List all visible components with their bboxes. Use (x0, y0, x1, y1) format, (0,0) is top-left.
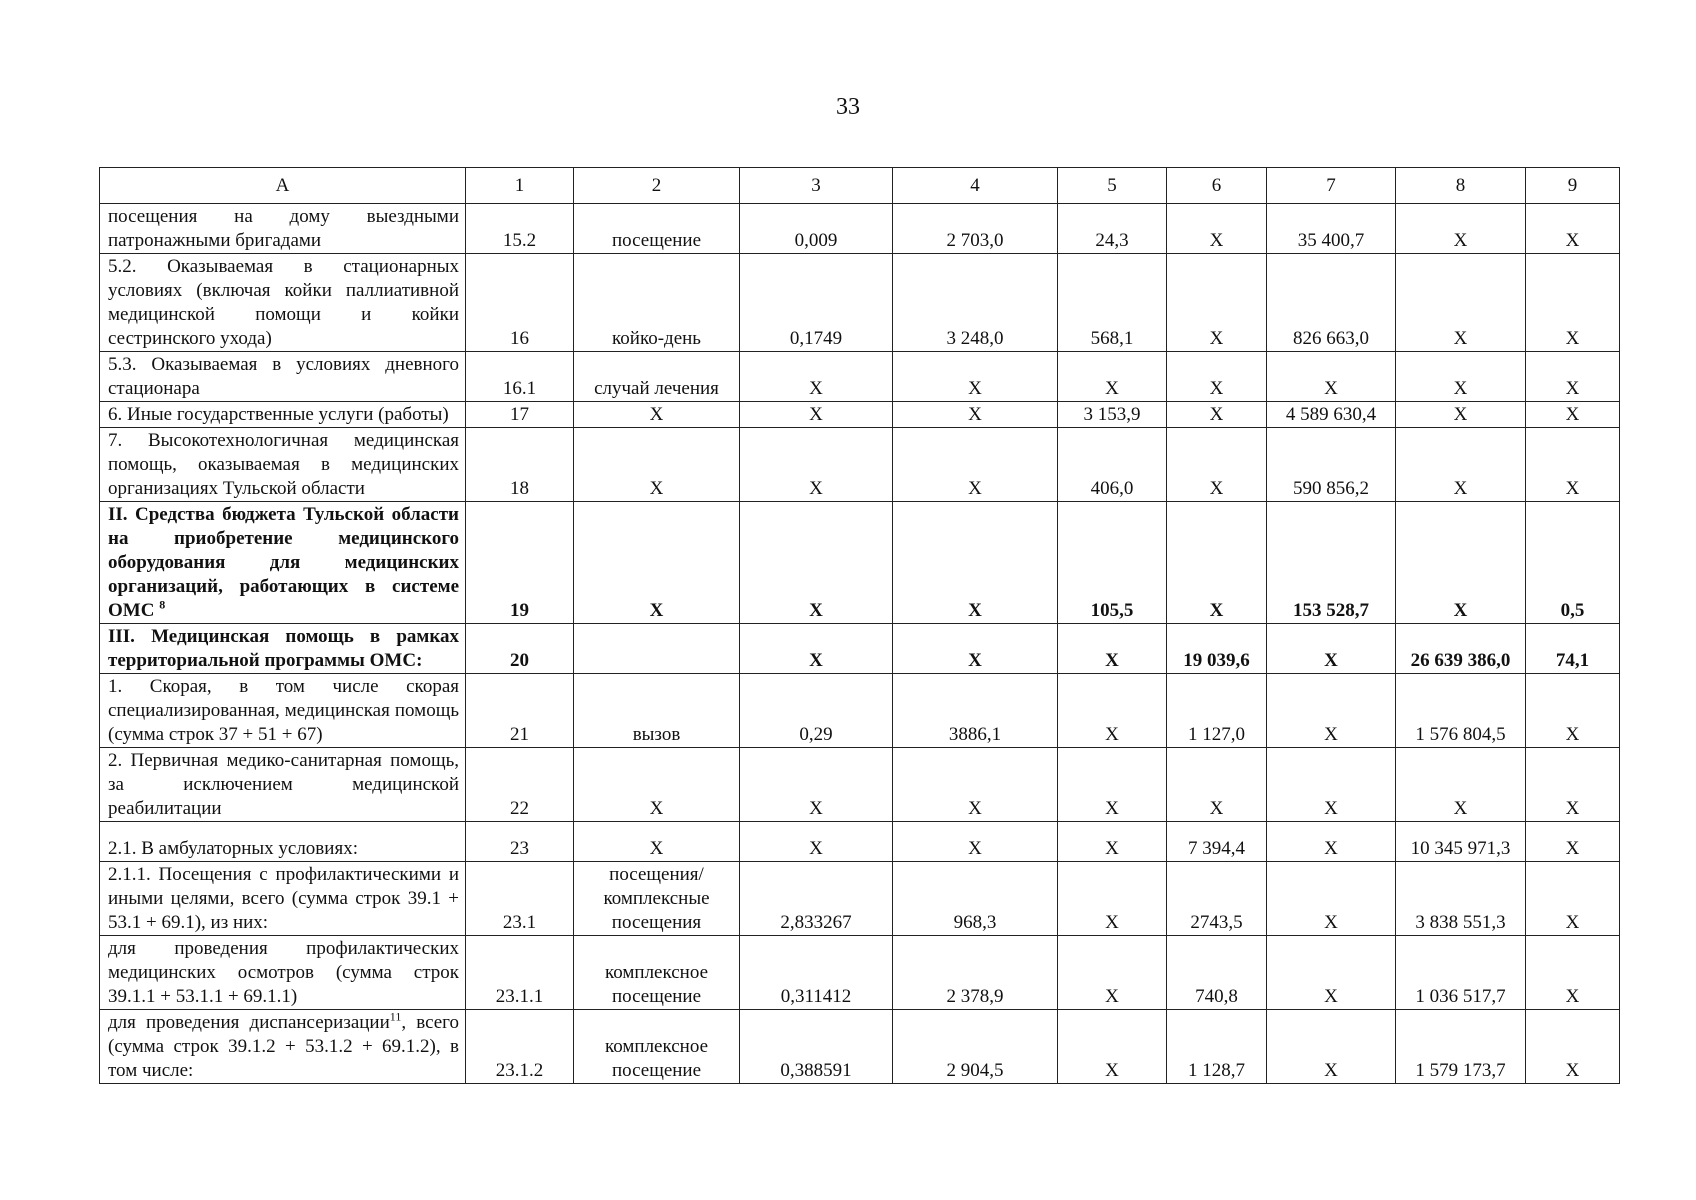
footnote-marker: 8 (159, 597, 166, 612)
cell-unit: посещения/комплексные посещения (574, 862, 740, 936)
cell-col6: Х (1167, 748, 1267, 822)
cell-unit: Х (574, 428, 740, 502)
cell-col7: 590 856,2 (1267, 428, 1396, 502)
cell-col7: 153 528,7 (1267, 502, 1396, 624)
cell-col8: Х (1396, 352, 1526, 402)
cell-unit: вызов (574, 674, 740, 748)
cell-col4: 968,3 (893, 862, 1058, 936)
cell-col3: 0,29 (740, 674, 893, 748)
table-row (100, 822, 1620, 862)
table-row (100, 428, 1620, 502)
cell-row-code: 16 (466, 254, 574, 352)
cell-col7: Х (1267, 1010, 1396, 1084)
row-name (100, 502, 466, 624)
row-name: 2.1. В амбулаторных условиях: (100, 822, 466, 862)
cell-col3: 0,009 (740, 204, 893, 254)
cell-col6: 740,8 (1167, 936, 1267, 1010)
cell-col9: Х (1526, 822, 1620, 862)
cell-col4: Х (893, 502, 1058, 624)
cell-unit: койко-день (574, 254, 740, 352)
cell-col6: Х (1167, 502, 1267, 624)
cell-col4: 3 248,0 (893, 254, 1058, 352)
cell-col7: Х (1267, 624, 1396, 674)
cell-unit: Х (574, 402, 740, 428)
cell-col7: Х (1267, 748, 1396, 822)
row-name-text: II. Средства бюджета Тульской области на приобретение медицинского оборудования для медицинских организаций, работающих в системе ОМС (108, 504, 459, 621)
cell-row-code: 23.1.1 (466, 936, 574, 1010)
cell-col8: 1 576 804,5 (1396, 674, 1526, 748)
cell-col3: Х (740, 748, 893, 822)
cell-col4: Х (893, 822, 1058, 862)
table-row (100, 1010, 1620, 1084)
cell-col5: 3 153,9 (1058, 402, 1167, 428)
cell-col3: Х (740, 822, 893, 862)
cell-col8: 1 579 173,7 (1396, 1010, 1526, 1084)
header-cell: 5 (1058, 168, 1167, 204)
cell-col6: Х (1167, 402, 1267, 428)
cell-col5: Х (1058, 936, 1167, 1010)
footnote-marker: 11 (389, 1009, 402, 1024)
cell-col9: Х (1526, 936, 1620, 1010)
cell-col3: Х (740, 502, 893, 624)
cell-col3: 0,311412 (740, 936, 893, 1010)
cell-col6: Х (1167, 254, 1267, 352)
cell-col7: Х (1267, 862, 1396, 936)
cell-col3: 2,833267 (740, 862, 893, 936)
row-name: 5.3. Оказываемая в условиях дневного стационара (100, 352, 466, 402)
row-name: 2.1.1. Посещения с профилактическими и иными целями, всего (сумма строк 39.1 + 53.1 + 69.1), из них: (100, 862, 466, 936)
cell-col9: Х (1526, 352, 1620, 402)
cell-col7: Х (1267, 352, 1396, 402)
cell-col5: 24,3 (1058, 204, 1167, 254)
row-name: 6. Иные государственные услуги (работы) (100, 402, 466, 428)
cell-col6: 1 128,7 (1167, 1010, 1267, 1084)
cell-unit: Х (574, 502, 740, 624)
cell-col5: Х (1058, 862, 1167, 936)
cell-col3: Х (740, 402, 893, 428)
header-cell: 6 (1167, 168, 1267, 204)
header-cell: А (100, 168, 466, 204)
row-name: 7. Высокотехнологичная медицинская помощь, оказываемая в медицинских организациях Тульской области (100, 428, 466, 502)
cell-row-code: 19 (466, 502, 574, 624)
cell-col8: Х (1396, 428, 1526, 502)
cell-col9: Х (1526, 674, 1620, 748)
cell-col4: Х (893, 428, 1058, 502)
row-name: 1. Скорая, в том числе скорая специализированная, медицинская помощь (сумма строк 37 + 51 + 67) (100, 674, 466, 748)
cell-col4: 2 904,5 (893, 1010, 1058, 1084)
cell-col5: Х (1058, 1010, 1167, 1084)
cell-unit: комплексное посещение (574, 936, 740, 1010)
cell-row-code: 23.1 (466, 862, 574, 936)
cell-col8: 1 036 517,7 (1396, 936, 1526, 1010)
page-number: 33 (836, 94, 860, 120)
cell-col3: Х (740, 352, 893, 402)
table-row (100, 254, 1620, 352)
cell-col8: Х (1396, 204, 1526, 254)
table-row (100, 862, 1620, 936)
cell-col3: Х (740, 624, 893, 674)
table-row (100, 936, 1620, 1010)
cell-unit: Х (574, 748, 740, 822)
cell-unit (574, 624, 740, 674)
cell-row-code: 18 (466, 428, 574, 502)
cell-col4: Х (893, 352, 1058, 402)
cell-col4: Х (893, 624, 1058, 674)
cell-col7: 826 663,0 (1267, 254, 1396, 352)
cell-col5: Х (1058, 674, 1167, 748)
cell-col4: 3886,1 (893, 674, 1058, 748)
cell-col8: Х (1396, 748, 1526, 822)
cell-col5: Х (1058, 624, 1167, 674)
cell-row-code: 23 (466, 822, 574, 862)
cell-col7: 4 589 630,4 (1267, 402, 1396, 428)
table-row (100, 204, 1620, 254)
cell-col9: Х (1526, 428, 1620, 502)
cell-col7: 35 400,7 (1267, 204, 1396, 254)
header-cell: 9 (1526, 168, 1620, 204)
table-row-section (100, 624, 1620, 674)
cell-col5: 406,0 (1058, 428, 1167, 502)
row-name-text: , всего (сумма строк 39.1.2 + 53.1.2 + 69.1.2), в том числе: (108, 1012, 459, 1081)
header-cell: 8 (1396, 168, 1526, 204)
table-row (100, 352, 1620, 402)
cell-col4: 2 703,0 (893, 204, 1058, 254)
cell-col3: Х (740, 428, 893, 502)
cell-row-code: 22 (466, 748, 574, 822)
header-row (100, 168, 1620, 204)
cell-col6: Х (1167, 352, 1267, 402)
row-name (100, 1010, 466, 1084)
cell-col9: Х (1526, 748, 1620, 822)
cell-unit: посещение (574, 204, 740, 254)
row-name-text: для проведения диспансеризации (108, 1012, 390, 1033)
cell-col5: Х (1058, 352, 1167, 402)
header-cell: 7 (1267, 168, 1396, 204)
header-cell: 3 (740, 168, 893, 204)
row-name: для проведения профилактических медицинских осмотров (сумма строк 39.1.1 + 53.1.1 + 69.1.1) (100, 936, 466, 1010)
row-name: 5.2. Оказываемая в стационарных условиях (включая койки паллиативной медицинской помощи и койки сестринского ухода) (100, 254, 466, 352)
table-row-section (100, 502, 1620, 624)
cell-col6: Х (1167, 204, 1267, 254)
cell-row-code: 17 (466, 402, 574, 428)
cell-col8: 3 838 551,3 (1396, 862, 1526, 936)
cell-col5: 568,1 (1058, 254, 1167, 352)
cell-unit: комплексное посещение (574, 1010, 740, 1084)
cell-col6: 19 039,6 (1167, 624, 1267, 674)
cell-col9: Х (1526, 254, 1620, 352)
cell-col7: Х (1267, 822, 1396, 862)
cell-row-code: 16.1 (466, 352, 574, 402)
cell-col9: Х (1526, 862, 1620, 936)
cell-col5: 105,5 (1058, 502, 1167, 624)
cell-unit: случай лечения (574, 352, 740, 402)
cell-col5: Х (1058, 748, 1167, 822)
cell-row-code: 21 (466, 674, 574, 748)
header-cell: 2 (574, 168, 740, 204)
cell-col4: 2 378,9 (893, 936, 1058, 1010)
cell-col4: Х (893, 748, 1058, 822)
cell-col6: 1 127,0 (1167, 674, 1267, 748)
cell-col6: 2743,5 (1167, 862, 1267, 936)
cell-col9: Х (1526, 1010, 1620, 1084)
cell-col9: Х (1526, 402, 1620, 428)
table-row (100, 402, 1620, 428)
table-row (100, 748, 1620, 822)
cell-col5: Х (1058, 822, 1167, 862)
header-cell: 4 (893, 168, 1058, 204)
row-name: посещения на дому выездными патронажными бригадами (100, 204, 466, 254)
cell-row-code: 15.2 (466, 204, 574, 254)
cell-row-code: 23.1.2 (466, 1010, 574, 1084)
cell-col6: Х (1167, 428, 1267, 502)
cell-col8: Х (1396, 502, 1526, 624)
cell-unit: Х (574, 822, 740, 862)
cell-col3: 0,1749 (740, 254, 893, 352)
cell-row-code: 20 (466, 624, 574, 674)
cell-col8: 10 345 971,3 (1396, 822, 1526, 862)
row-name: III. Медицинская помощь в рамках территориальной программы ОМС: (100, 624, 466, 674)
cell-col3: 0,388591 (740, 1010, 893, 1084)
cell-col7: Х (1267, 674, 1396, 748)
cell-col7: Х (1267, 936, 1396, 1010)
cell-col8: Х (1396, 402, 1526, 428)
row-name: 2. Первичная медико-санитарная помощь, за исключением медицинской реабилитации (100, 748, 466, 822)
cell-col8: Х (1396, 254, 1526, 352)
cell-col9: Х (1526, 204, 1620, 254)
cell-col8: 26 639 386,0 (1396, 624, 1526, 674)
cell-col6: 7 394,4 (1167, 822, 1267, 862)
table-row (100, 674, 1620, 748)
cell-col4: Х (893, 402, 1058, 428)
data-table (99, 167, 1620, 1084)
cell-col9: 0,5 (1526, 502, 1620, 624)
cell-col9: 74,1 (1526, 624, 1620, 674)
header-cell: 1 (466, 168, 574, 204)
